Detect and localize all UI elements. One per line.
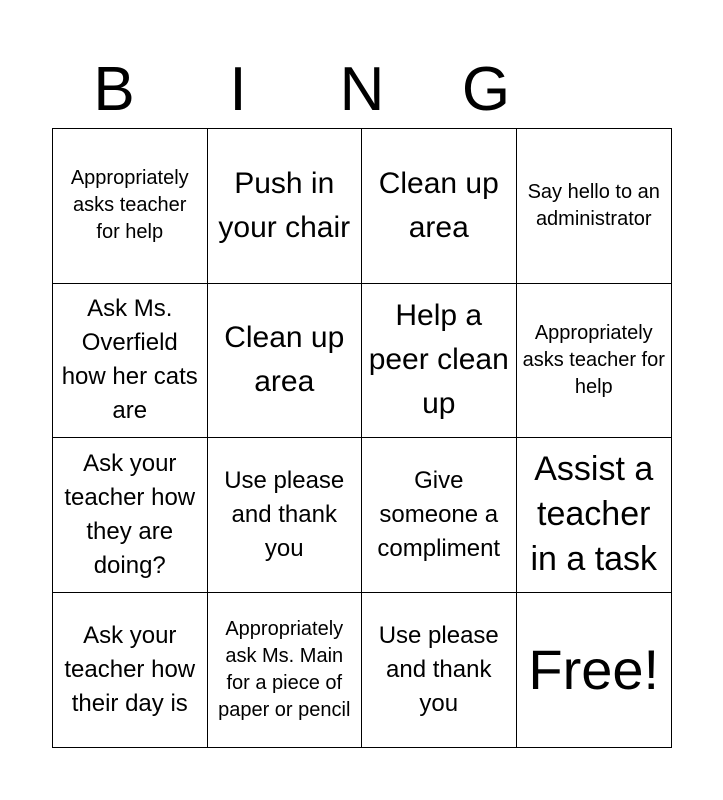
header-letter-i: I xyxy=(229,55,247,124)
bingo-cell[interactable] xyxy=(53,438,208,593)
cell-text: Push in your chair xyxy=(218,166,351,244)
cell-text: Use please and thank you xyxy=(378,621,499,717)
cell-text: Ask your teacher how they are doing? xyxy=(64,449,196,579)
bingo-cell[interactable] xyxy=(362,438,517,593)
bingo-cell[interactable] xyxy=(517,129,672,284)
bingo-header xyxy=(52,55,672,125)
cell-text: Assist a teacher in a task xyxy=(530,450,658,579)
cell-text: Help a peer clean up xyxy=(368,299,509,421)
cell-text: Say hello to an administrator xyxy=(527,180,660,230)
bingo-cell[interactable] xyxy=(362,284,517,439)
bingo-cell[interactable] xyxy=(208,593,363,748)
cell-text: Appropriately ask Ms. Main for a piece of paper or pencil xyxy=(218,617,351,721)
header-letter-n: N xyxy=(339,55,385,124)
bingo-board xyxy=(52,128,672,748)
bingo-cell[interactable] xyxy=(362,129,517,284)
bingo-cell[interactable] xyxy=(53,129,208,284)
bingo-cell[interactable] xyxy=(53,593,208,748)
cell-text: Appropriately asks teacher for help xyxy=(522,321,665,398)
cell-text: Clean up area xyxy=(378,166,499,244)
cell-text: Ask Ms. Overfield how her cats are xyxy=(61,295,198,425)
bingo-cell[interactable] xyxy=(208,284,363,439)
cell-text: Appropriately asks teacher for help xyxy=(70,167,189,244)
bingo-cell[interactable] xyxy=(53,284,208,439)
bingo-cell-free[interactable] xyxy=(517,593,672,748)
free-space-text: Free! xyxy=(528,637,660,701)
bingo-cell[interactable] xyxy=(517,284,672,439)
bingo-cell[interactable] xyxy=(517,438,672,593)
bingo-cell[interactable] xyxy=(362,593,517,748)
header-letter-b: B xyxy=(93,55,135,124)
cell-text: Ask your teacher how their day is xyxy=(64,621,196,717)
header-letter-g: G xyxy=(461,55,511,124)
header-letter-o xyxy=(548,55,672,125)
cell-text: Use please and thank you xyxy=(224,466,345,562)
cell-text: Give someone a compliment xyxy=(377,466,501,562)
cell-text: Clean up area xyxy=(224,321,345,399)
bingo-cell[interactable] xyxy=(208,438,363,593)
bingo-cell[interactable] xyxy=(208,129,363,284)
